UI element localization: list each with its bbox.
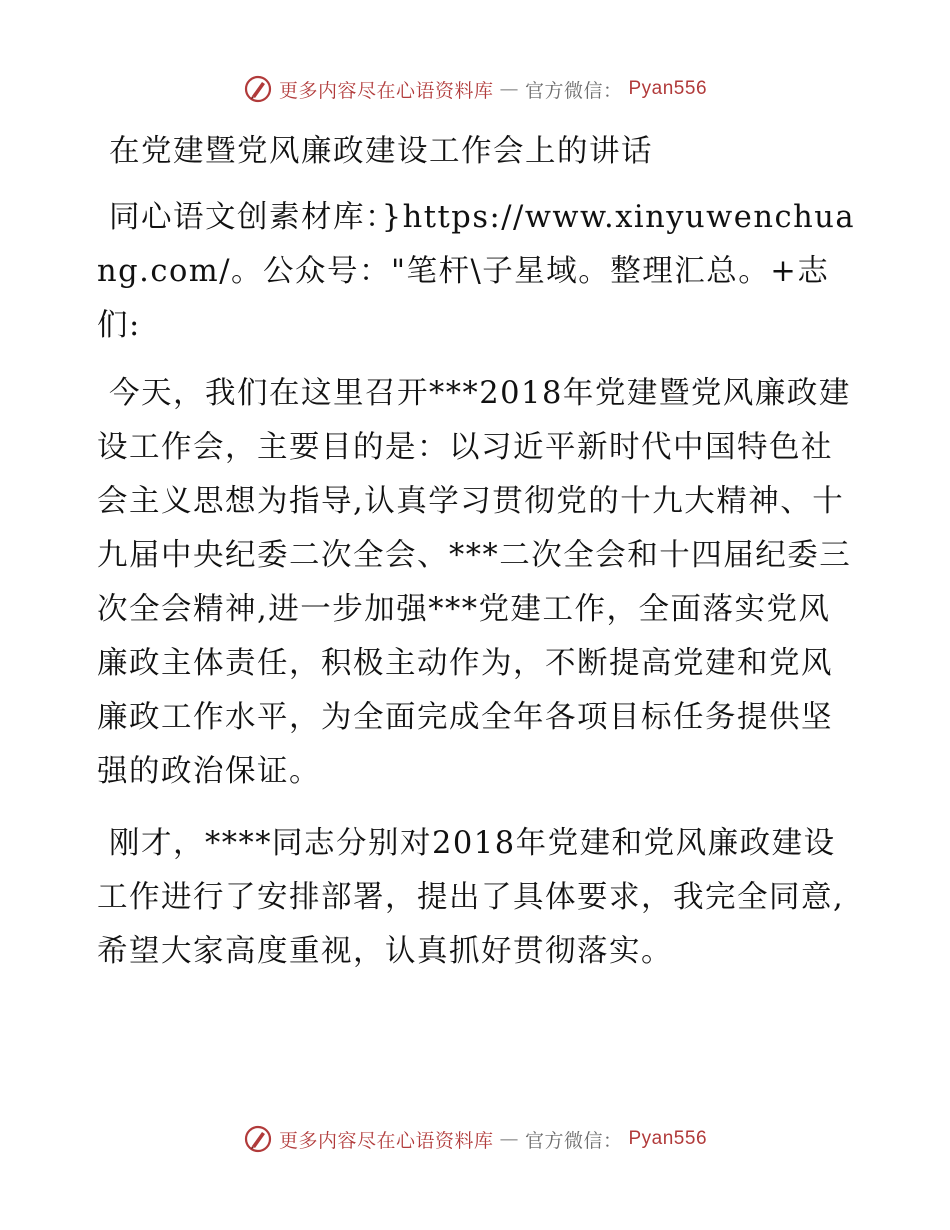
watermark-id: Pyan556	[628, 1128, 708, 1149]
document-body	[97, 125, 857, 997]
watermark-label: 官方微信：	[524, 79, 623, 102]
footer-watermark	[0, 1124, 950, 1154]
watermark-separator: —	[499, 1128, 519, 1150]
document-source: 同心语文创素材库：}https://www.xinyuwenchuang.com/。公众号："笔杆\子星域。整理汇总。+志们:	[97, 200, 856, 343]
pen-logo-icon	[243, 1124, 273, 1154]
document-title: 在党建暨党风廉政建设工作会上的讲话	[109, 134, 653, 169]
watermark-label: 官方微信：	[524, 1129, 623, 1152]
watermark-text: 更多内容尽在心语资料库	[278, 79, 494, 102]
paragraph-2: 刚才，****同志分别对2018年党建和党风廉政建设工作进行了安排部署，提出了具体要求，我完全同意,希望大家高度重视，认真抓好贯彻落实。	[97, 826, 845, 969]
watermark-id: Pyan556	[628, 78, 708, 99]
paragraph-1: 今天，我们在这里召开***2018年党建暨党风廉政建设工作会，主要目的是：以习近平新时代中国特色社会主义思想为指导,认真学习贯彻党的十九大精神、十九届中央纪委二次全会、***二次全会和十四届纪委三次全会精神,进一步加强***党建工作，全面落实党风廉政主体责任，积极主动作为，不断提高党建和党风廉政工作水平，为全面完成全年各项目标任务提供坚强的政治保证。	[97, 376, 852, 789]
watermark-text: 更多内容尽在心语资料库	[278, 1129, 494, 1152]
pen-logo-icon	[243, 74, 273, 104]
header-watermark	[0, 74, 950, 104]
watermark-separator: —	[499, 78, 519, 100]
